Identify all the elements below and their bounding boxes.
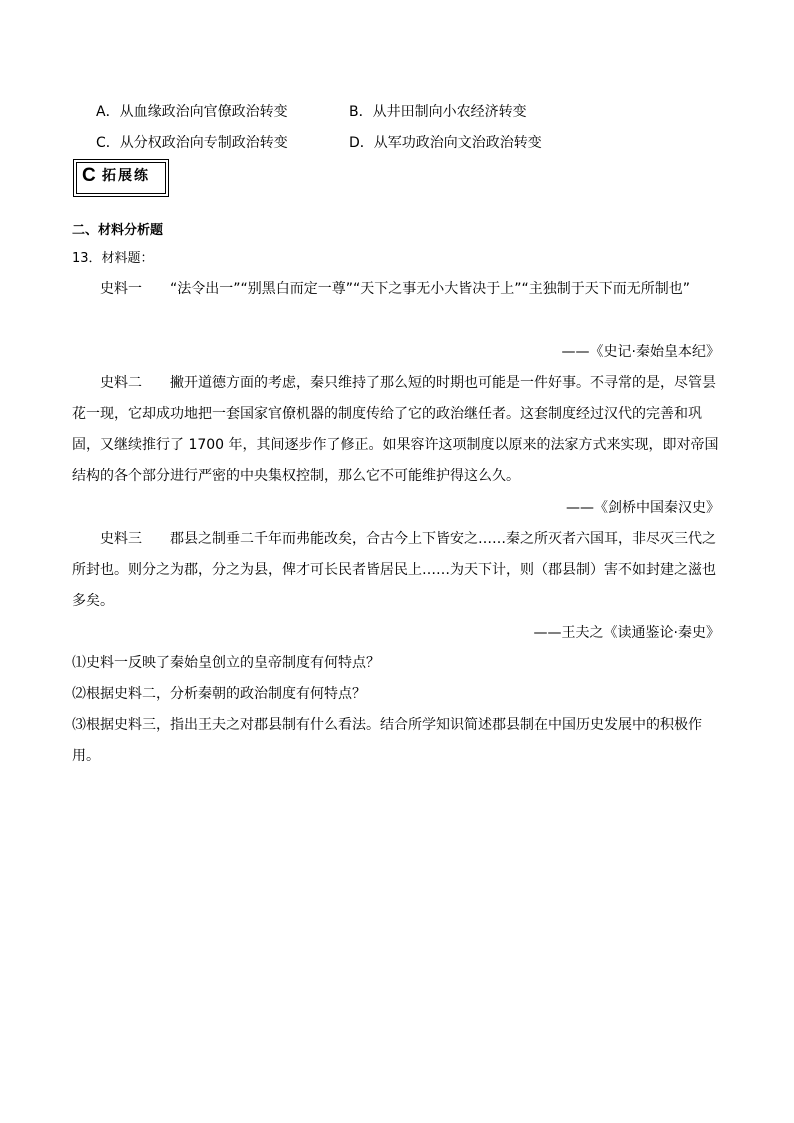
option-b: B．从井田制向小农经济转变: [349, 104, 527, 120]
extension-box-label: 拓展练: [102, 168, 150, 184]
material-2-text: 撇开道德方面的考虑，秦只维持了那么短的时期也可能是一件好事。不寻常的是，尽管昙花一现，它却成功地把一套国家官僚机器的制度传给了它的政治继任者。这套制度经过汉代的完善和巩固，又继续推行了 1700 年，其间逐步作了修正。如果容许这项制度以原来的法家方式来实现，即对帝国结构的各个部分进行严密的中央集权控制，那么它不可能维护得这么久。: [72, 375, 719, 484]
material-3-text: 郡县之制垂二千年而弗能改矣，合古今上下皆安之……秦之所灭者六国耳，非尽灭三代之所封也。则分之为郡，分之为县，俾才可长民者皆居民上……为天下计，则（郡县制）害不如封建之滋也多矣。: [72, 531, 716, 609]
material-1-source: ——《史记·秦始皇本纪》: [561, 344, 720, 360]
material-2-source: ——《剑桥中国秦汉史》: [566, 500, 720, 516]
material-3-source: ——王夫之《读通鉴论·秦史》: [533, 625, 720, 641]
option-d: D．从军功政治向文治政治转变: [349, 135, 542, 151]
question-intro: 13．材料题：: [72, 251, 154, 266]
material-3-label: 史料三: [100, 531, 142, 547]
material-1-label: 史料一: [100, 281, 142, 297]
question-2: ⑵根据史料二，分析秦朝的政治制度有何特点？: [72, 686, 366, 702]
question-1: ⑴史料一反映了秦始皇创立的皇帝制度有何特点？: [72, 655, 380, 671]
material-1: [72, 274, 722, 305]
question-3: ⑶根据史料三，指出王夫之对郡县制有什么看法。结合所学知识简述郡县制在中国历史发展中的积极作用。: [72, 717, 702, 764]
material-1-text: “法令出一”“别黑白而定一尊”“天下之事无小大皆决于上”“主独制于天下而无所制也”: [170, 281, 691, 297]
material-3: [72, 524, 722, 617]
extension-box-letter: C: [82, 165, 96, 186]
option-c: C．从分权政治向专制政治转变: [96, 135, 288, 151]
extension-practice-box: [73, 159, 169, 197]
option-a: A．从血缘政治向官僚政治转变: [96, 104, 288, 120]
section-title: 二、材料分析题: [72, 223, 164, 238]
material-2-label: 史料二: [100, 375, 142, 391]
material-2: [72, 368, 722, 492]
